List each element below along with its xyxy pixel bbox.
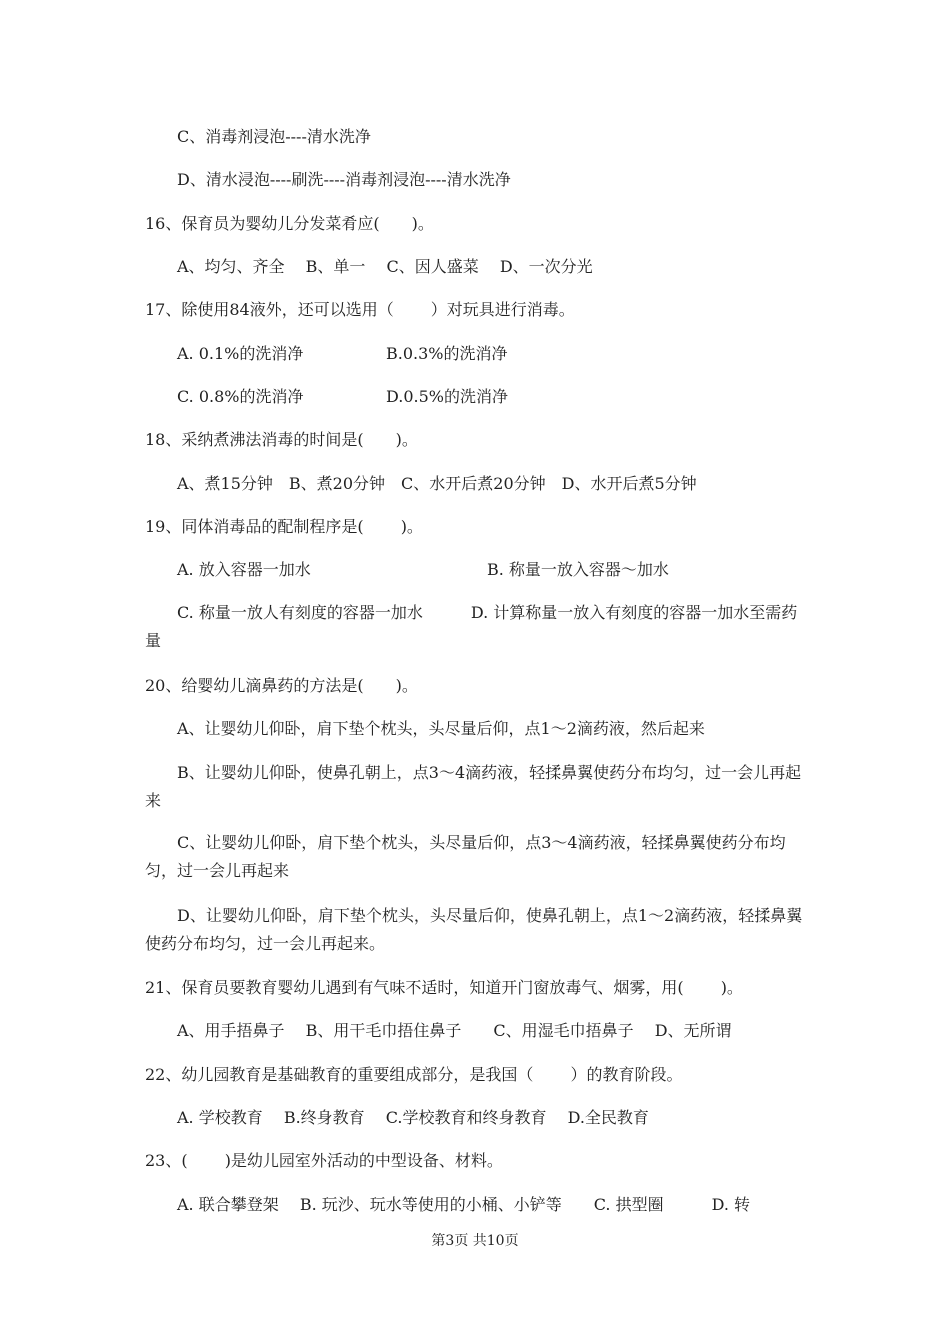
option-line: A、用手捂鼻子 B、用干毛巾捂住鼻子 C、用湿毛巾捂鼻子 D、无所谓 — [177, 1021, 732, 1040]
question-22: 22、幼儿园教育是基础教育的重要组成部分，是我国（ ）的教育阶段。 — [145, 1065, 683, 1084]
question-21: 21、保育员要教育婴幼儿遇到有气味不适时，知道开门窗放毒气、烟雾，用( )。 — [145, 978, 743, 997]
question-16: 16、保育员为婴幼儿分发菜肴应( )。 — [145, 214, 434, 233]
option-line: D、清水浸泡----刷洗----消毒剂浸泡----清水洗净 — [177, 170, 511, 189]
question-19: 19、同体消毒品的配制程序是( )。 — [145, 517, 423, 536]
option-c: C. 0.8%的洗消净 — [177, 387, 304, 406]
option-b: B. 称量一放入容器～加水 — [487, 560, 669, 579]
option-line: C、消毒剂浸泡----清水洗净 — [177, 127, 371, 146]
option-a: A. 0.1%的洗消净 — [177, 344, 304, 363]
option-a: A. 放入容器一加水 — [177, 560, 311, 579]
option-cd-wrapped: C. 称量一放人有刻度的容器一加水 D. 计算称量一放入有刻度的容器一加水至需药量 — [145, 603, 798, 650]
question-18: 18、采纳煮沸法消毒的时间是( )。 — [145, 430, 418, 449]
option-line: A. 学校教育 B.终身教育 C.学校教育和终身教育 D.全民教育 — [177, 1108, 649, 1127]
option-b: B、让婴幼儿仰卧，使鼻孔朝上，点3～4滴药液，轻揉鼻翼使药分布均匀，过一会儿再起来 — [145, 763, 802, 810]
option-c: C、让婴幼儿仰卧，肩下垫个枕头，头尽量后仰，点3～4滴药液，轻揉鼻翼使药分布均匀，过一会儿再起来 — [145, 833, 786, 880]
option-line: A. 联合攀登架 B. 玩沙、玩水等使用的小桶、小铲等 C. 拱型圈 D. 转 — [177, 1195, 751, 1214]
question-23: 23、( )是幼儿园室外活动的中型设备、材料。 — [145, 1151, 503, 1170]
option-line: A、均匀、齐全 B、单一 C、因人盛菜 D、一次分光 — [177, 257, 593, 276]
page-footer: 第3页 共10页 — [431, 1233, 519, 1249]
option-a: A、让婴幼儿仰卧，肩下垫个枕头，头尽量后仰，点1～2滴药液，然后起来 — [177, 719, 705, 738]
option-d: D、让婴幼儿仰卧，肩下垫个枕头，头尽量后仰，使鼻孔朝上，点1～2滴药液，轻揉鼻翼使药分布均匀，过一会儿再起来。 — [145, 906, 803, 953]
question-20: 20、给婴幼儿滴鼻药的方法是( )。 — [145, 676, 418, 695]
option-b: B.0.3%的洗消净 — [386, 344, 508, 363]
option-line: A、煮15分钟 B、煮20分钟 C、水开后煮20分钟 D、水开后煮5分钟 — [177, 474, 697, 493]
question-17: 17、除使用84液外，还可以选用（ ）对玩具进行消毒。 — [145, 300, 575, 319]
option-d: D.0.5%的洗消净 — [386, 387, 508, 406]
